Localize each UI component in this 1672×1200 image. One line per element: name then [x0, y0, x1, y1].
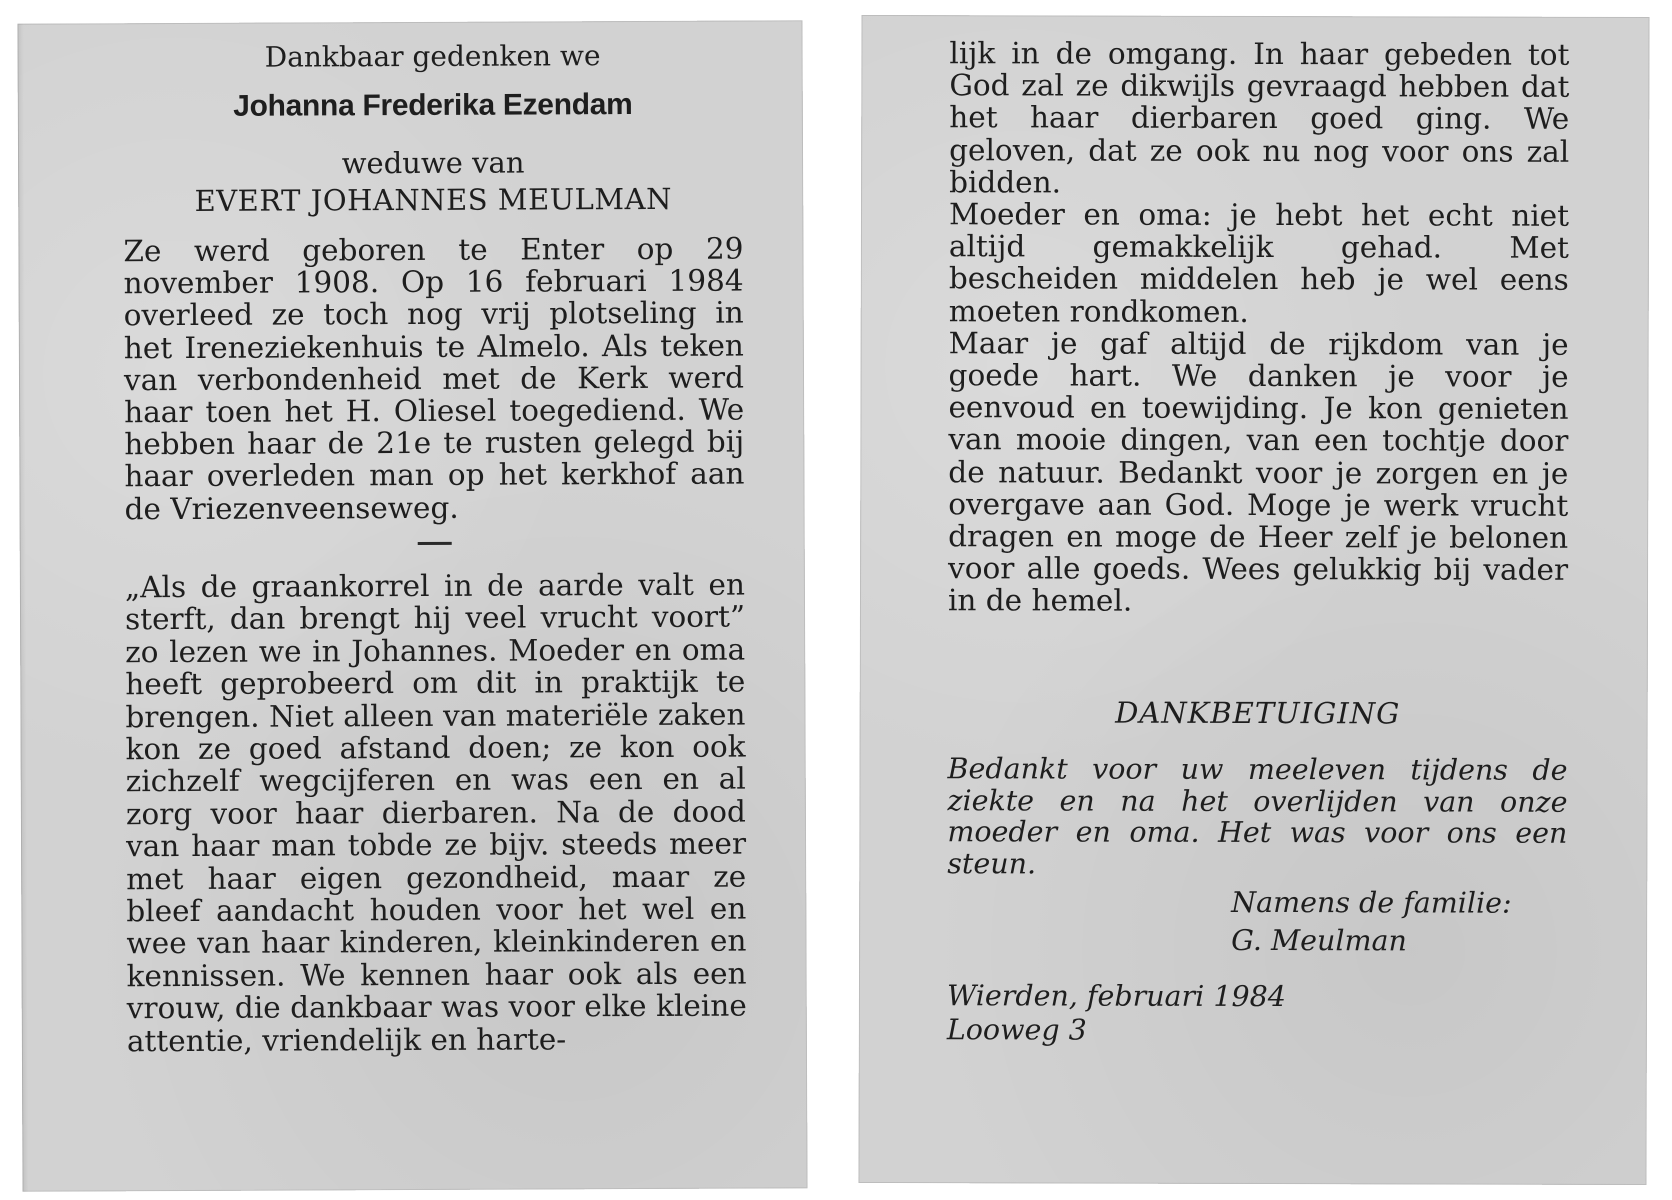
thanks-heading: DANKBETUIGING — [1115, 695, 1401, 731]
quote-paragraph: „Als de graankorrel in de aarde valt en sterft, dan brengt hij veel vrucht voort” zo lezen we in Johannes. Moeder en oma heeft geprobeerd om dit in praktijk te brengen. Niet alleen van materiële zaken kon ze goed afstand doen; ze kon ook zichzelf wegcijferen en was een en al zorg voor haar dierbaren. Na de dood van haar man tobde ze bijv. steeds meer met haar eigen gezondheid, maar ze bleef aandacht houden voor het wel en wee van haar kinderen, kleinkinderen en kennissen. We kennen haar ook als een vrouw, die dankbaar was voor elke kleine attentie, vriendelijk en harte- — [124, 567, 747, 1058]
widow-of-text: weduwe van — [341, 145, 525, 181]
husband-name: EVERT JOHANNES MEULMAN — [194, 181, 672, 218]
biography-paragraph: Ze werd geboren te Enter op 29 november 1908. Op 16 februari 1984 overleed ze toch nog vrij plotseling in het Ireneziekenhuis te Almelo. Als teken van verbondenheid met de Kerk werd haar toen het H. Oliesel toegediend. We hebben haar de 21e te rusten gelegd bij haar overleden man op het kerkhof aan de Vriezenveenseweg. — [123, 231, 745, 526]
deceased-name: Johanna Frederika Ezendam — [233, 88, 633, 123]
memorial-card-left — [17, 20, 807, 1191]
signoff-label: Namens de familie: — [1231, 885, 1512, 920]
memorial-card-right — [858, 15, 1649, 1185]
address: Looweg 3 — [946, 1013, 1087, 1047]
intro-text: Dankbaar gedenken we — [264, 39, 601, 74]
card-edge-shadow — [17, 24, 28, 1192]
thanks-text: Bedankt voor uw meeleven tijdens de ziekte en na het overlijden van onze moeder en oma. Het was voor ons een steun. — [947, 752, 1568, 880]
closing-paragraph-2: Moeder en oma: je hebt het echt niet altijd gemakkelijk gehad. Met bescheiden middelen heb je wel eens moeten rondkomen. — [948, 197, 1570, 329]
closing-paragraph-3: Maar je gaf altijd de rijkdom van je goede hart. We danken je voor je eenvoud en toewijding. Je kon genieten van mooie dingen, van een tochtje door de natuur. Bedankt voor je zorgen en je overgave aan God. Moge je werk vrucht dragen en moge de Heer zelf je belonen voor alle goeds. Wees gelukkig bij vader in de hemel. — [947, 326, 1569, 619]
separator-dash — [418, 542, 452, 545]
signoff-name: G. Meulman — [1231, 923, 1407, 958]
place-date: Wierden, februari 1984 — [946, 979, 1286, 1014]
closing-paragraph-1: lijk in de omgang. In haar gebeden tot God zal ze dikwijls gevraagd hebben dat het haar dierbaren goed ging. We geloven, dat ze ook nu nog voor ons zal bidden. — [949, 36, 1570, 200]
